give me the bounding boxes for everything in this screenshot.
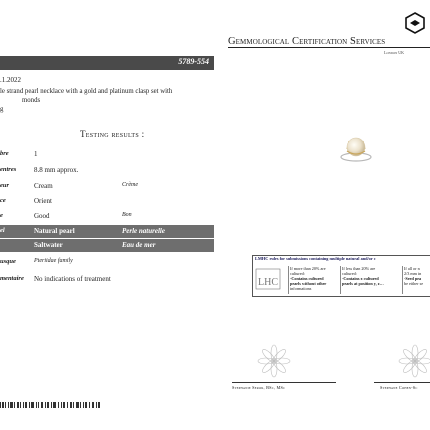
result-label: entres [0, 166, 17, 173]
result-value: No indications of treatment [34, 275, 111, 283]
lmhc-text: -Contains x cultured [342, 276, 379, 281]
lmhc-text: cultured: [290, 271, 305, 276]
result-label: e [0, 212, 3, 219]
result-row [0, 148, 214, 161]
result-row [0, 164, 214, 177]
lmhc-text: If less than 20% are [342, 266, 376, 271]
lmhc-divider [340, 266, 341, 294]
result-value: Pteriidae family [34, 258, 73, 264]
lmhc-divider [288, 266, 289, 294]
description-line: g [0, 106, 4, 113]
result-row-highlight [0, 239, 214, 252]
result-value: 1 [34, 150, 38, 158]
result-row [0, 210, 214, 223]
lmhc-logo-icon [255, 266, 281, 292]
seal-flower-icon [398, 344, 430, 378]
lmhc-text: If more than 20% are [290, 266, 326, 271]
org-subtitle: London UK [384, 50, 405, 55]
lmhc-text: -Contains cultured [290, 276, 324, 281]
lmhc-column [290, 266, 334, 291]
report-header-bar [0, 56, 214, 70]
lmhc-text: cultured: [342, 271, 357, 276]
result-label: mentaire [0, 275, 24, 282]
testing-results-title: Testing results : [80, 129, 145, 139]
signatory-name: Stephane Cohen-Sc [380, 385, 418, 390]
barcode-icon [0, 402, 100, 408]
org-title: Gemmological Certification Services [228, 36, 386, 47]
item-description [0, 87, 214, 114]
lmhc-divider [402, 266, 403, 294]
report-number: 5789-554 [178, 57, 209, 66]
result-label: ce [0, 197, 6, 204]
signatory-name: Stephanie Seror, BSc, MSc [232, 385, 286, 390]
lmhc-text: be either se [404, 281, 424, 286]
signature-line [232, 382, 336, 383]
lmhc-text: -Seed pea [404, 276, 422, 281]
seal-flower-icon [257, 344, 291, 378]
lmhc-text: If all or n [404, 266, 420, 271]
org-divider [228, 47, 430, 48]
result-value-fr: Perle naturelle [122, 227, 165, 235]
result-value: Saltwater [34, 241, 63, 249]
result-label: bre [0, 150, 9, 157]
lmhc-column [404, 266, 430, 286]
result-label: eur [0, 182, 10, 189]
signature-line [374, 382, 430, 383]
result-row-highlight [0, 225, 214, 238]
result-label: usque [0, 258, 16, 265]
result-value: Natural pearl [34, 227, 75, 235]
result-value: Good [34, 212, 50, 220]
result-value-fr: Bon [122, 212, 132, 218]
lmhc-text: pearls without other [290, 281, 327, 286]
result-value-fr: Crème [122, 182, 138, 188]
lmhc-column [342, 266, 386, 286]
description-line: le strand pearl necklace with a gold and platinum clasp set with [0, 88, 173, 95]
result-value: Orient [34, 197, 52, 205]
report-date: .1.2022 [0, 76, 21, 84]
description-line: monds [22, 97, 41, 104]
result-value: 8.8 mm approx. [34, 166, 79, 174]
result-row [0, 256, 214, 269]
result-row [0, 273, 214, 286]
result-row [0, 180, 214, 193]
result-value-fr: Eau de mer [122, 241, 156, 249]
result-value: Cream [34, 182, 53, 190]
result-row [0, 195, 214, 208]
lmhc-text: pearls at position y, z… [342, 281, 384, 286]
result-label: el [0, 227, 5, 234]
lmhc-text: informations [290, 286, 312, 291]
svg-text:LHC: LHC [258, 277, 278, 288]
lmhc-text: 2/3 mm in [404, 271, 422, 276]
pearl-ring-image [334, 127, 378, 171]
gcs-logo-icon [404, 12, 426, 34]
lmhc-heading: LMHC rules for submissions containing multiple natural and/or c [255, 256, 376, 261]
